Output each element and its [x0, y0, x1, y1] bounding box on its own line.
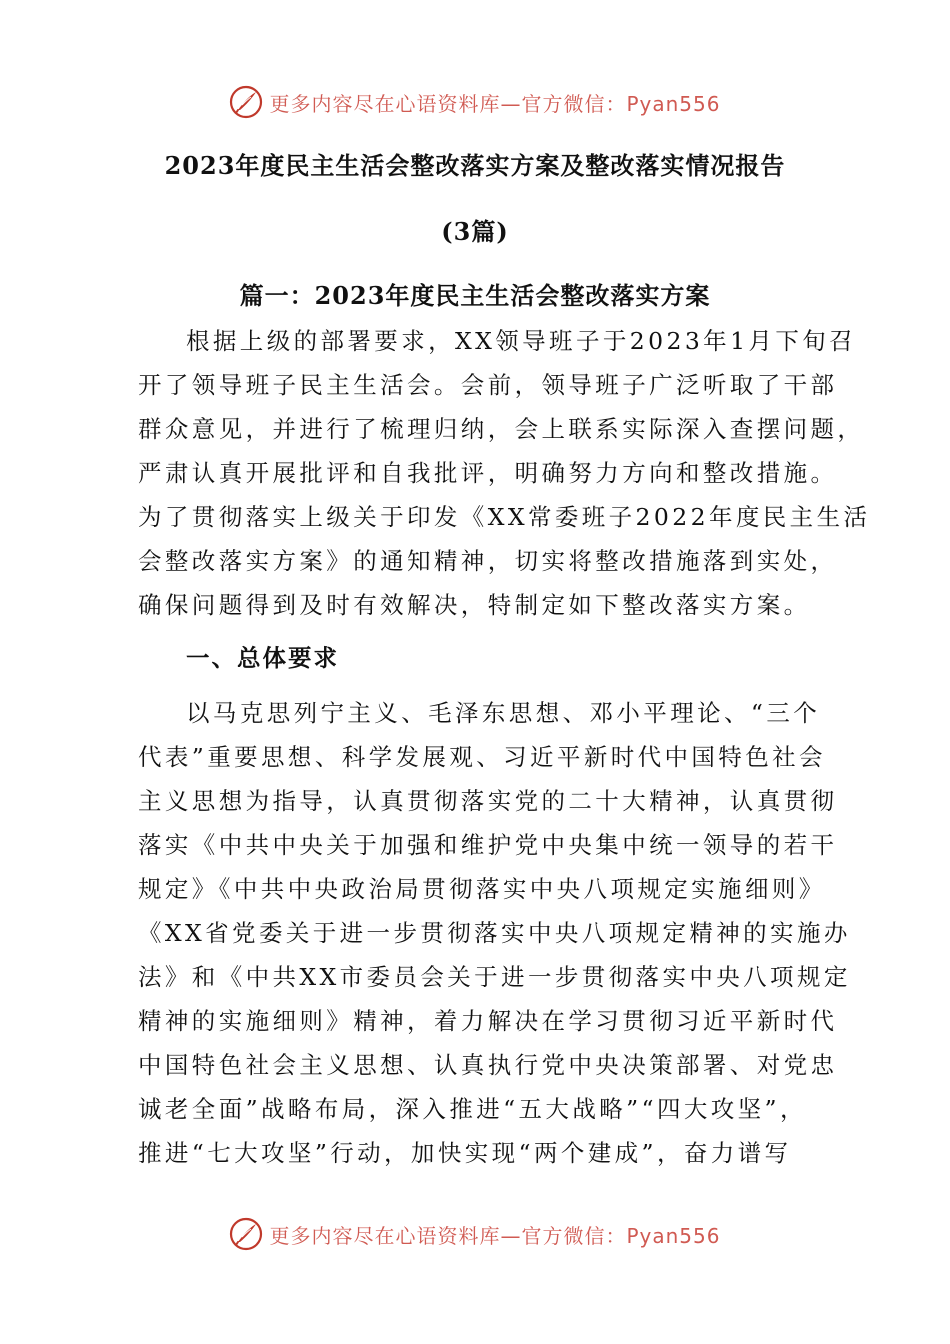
body-line: 代表”重要思想、科学发展观、习近平新时代中国特色社会 [138, 743, 826, 771]
body-line: 中国特色社会主义思想、认真执行党中央决策部署、对党忠 [138, 1051, 838, 1079]
watermark-header [0, 82, 950, 122]
document-title: 2023年度民主生活会整改落实方案及整改落实情况报告 [164, 151, 786, 180]
quill-pen-logo-icon [229, 85, 263, 119]
intro-line: 根据上级的部署要求，XX领导班子于2023年1月下旬召 [186, 327, 857, 355]
body-line: 规定》《中共中央政治局贯彻落实中央八项规定实施细则》 [138, 875, 826, 903]
body-line: 推进“七大攻坚”行动，加快实现“两个建成”，奋力谱写 [138, 1139, 792, 1167]
intro-line: 严肃认真开展批评和自我批评，明确努力方向和整改措施。 [138, 459, 838, 487]
document-subtitle: (3篇) [441, 217, 509, 246]
watermark-text: 更多内容尽在心语资料库—官方微信：Pyan556 [269, 91, 721, 116]
section-title: 篇一：2023年度民主生活会整改落实方案 [239, 281, 711, 310]
body-line: 主义思想为指导，认真贯彻落实党的二十大精神，认真贯彻 [138, 787, 838, 815]
intro-line: 群众意见，并进行了梳理归纳，会上联系实际深入查摆问题， [138, 415, 865, 443]
intro-line: 确保问题得到及时有效解决，特制定如下整改落实方案。 [138, 591, 811, 619]
intro-line: 会整改落实方案》的通知精神，切实将整改措施落到实处， [138, 547, 838, 575]
body-line: 以马克思列宁主义、毛泽东思想、邓小平理论、“三个 [186, 699, 821, 727]
body-line: 落实《中共中央关于加强和维护党中央集中统一领导的若干 [138, 831, 838, 859]
body-line: 诚老全面”战略布局，深入推进“五大战略”“四大攻坚”， [138, 1095, 807, 1123]
body-line: 《XX省党委关于进一步贯彻落实中央八项规定精神的实施办 [138, 919, 851, 947]
heading-general-requirements: 一、总体要求 [186, 644, 339, 672]
quill-pen-logo-icon [229, 1217, 263, 1251]
intro-line: 为了贯彻落实上级关于印发《XX常委班子2022年度民主生活 [138, 503, 871, 531]
intro-line: 开了领导班子民主生活会。会前，领导班子广泛听取了干部 [138, 371, 838, 399]
watermark-footer [0, 1214, 950, 1254]
body-line: 法》和《中共XX市委员会关于进一步贯彻落实中央八项规定 [138, 963, 851, 991]
body-line: 精神的实施细则》精神，着力解决在学习贯彻习近平新时代 [138, 1007, 838, 1035]
watermark-text: 更多内容尽在心语资料库—官方微信：Pyan556 [269, 1223, 721, 1248]
